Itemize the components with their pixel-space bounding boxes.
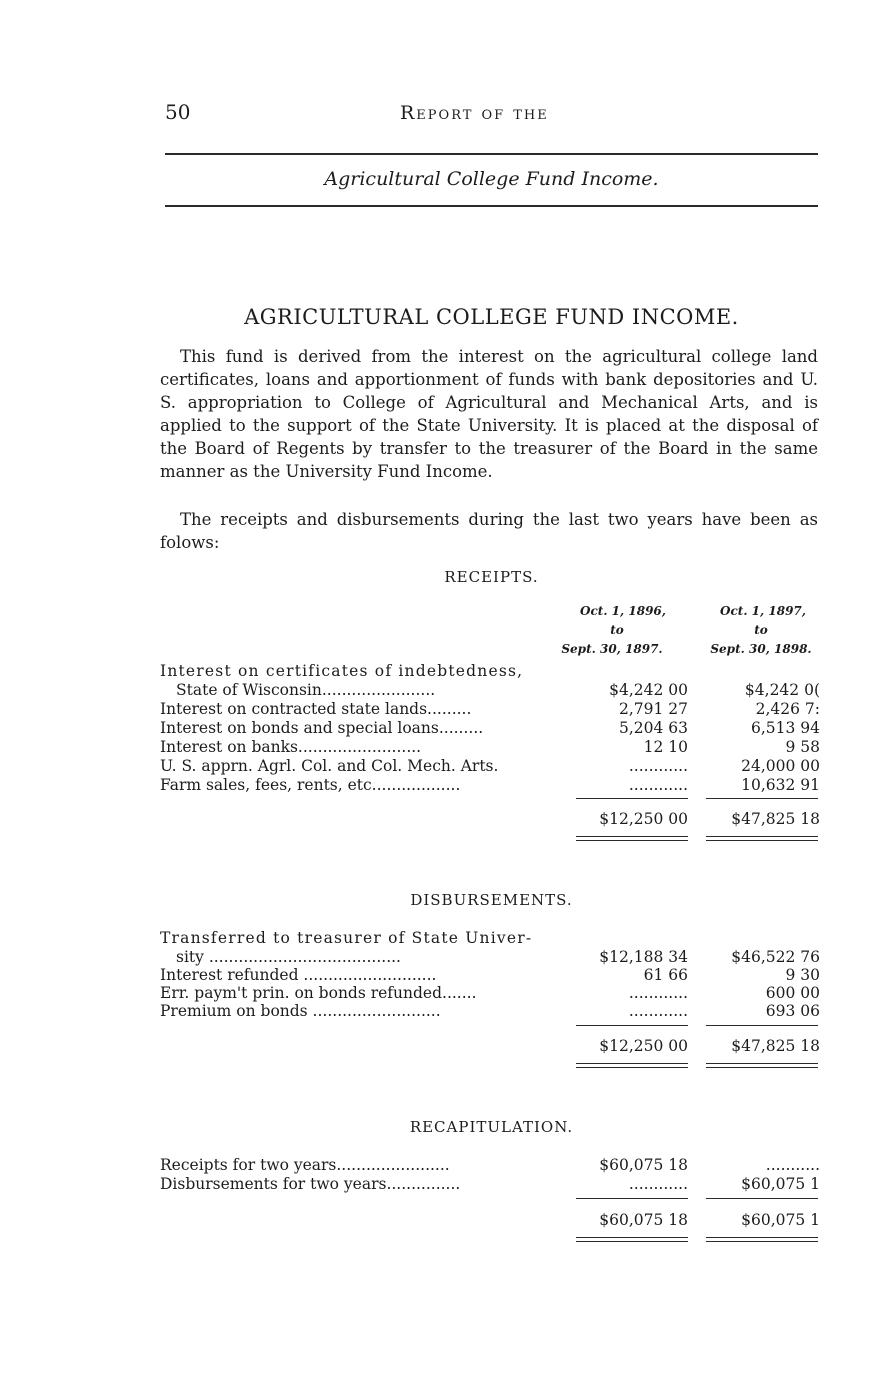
receipts-heading: RECEIPTS. [444, 568, 539, 586]
row-amount-1897: 10,632 91 [741, 776, 820, 794]
disbursements-double-rule [576, 1067, 688, 1068]
receipts-sum-rule-1 [576, 798, 688, 799]
row-amount-1896: ............ [628, 776, 688, 794]
receipts-total-1897: $47,825 18 [731, 810, 820, 828]
recap-sum-rule-1 [576, 1198, 688, 1199]
receipts-total-1896: $12,250 00 [599, 810, 688, 828]
disbursements-total-1896: $12,250 00 [599, 1037, 688, 1055]
row-label: Disbursements for two years............... [160, 1175, 461, 1193]
recapitulation-heading: RECAPITULATION. [409, 1118, 574, 1136]
recap-double-rule [576, 1237, 688, 1238]
row-amount-1897: 693 06 [765, 1002, 820, 1020]
row-amount-1896: $60,075 18 [599, 1156, 688, 1174]
row-label: sity ....................................... [176, 948, 401, 966]
disbursements-total-1897: $47,825 18 [731, 1037, 820, 1055]
row-label: Premium on bonds .......................... [160, 1002, 441, 1020]
row-amount-1896: ............ [628, 1175, 688, 1193]
row-label: Interest on bonds and special loans......... [160, 719, 484, 737]
row-label: Interest refunded ........................... [160, 966, 437, 984]
page-number: 50 [165, 100, 191, 124]
row-label: Err. paym't prin. on bonds refunded....... [160, 984, 477, 1002]
recapitulation-row [160, 1175, 820, 1195]
row-label: State of Wisconsin....................... [176, 681, 436, 699]
disbursements-row [160, 1002, 820, 1022]
receipts-double-rule [706, 840, 818, 841]
row-label: Transferred to treasurer of State Univer- [160, 929, 533, 947]
row-amount-1896: 12 10 [643, 738, 688, 756]
col1-head-until: Sept. 30, 1897. [561, 642, 663, 656]
row-label: Receipts for two years....................... [160, 1156, 450, 1174]
recap-total-1896: $60,075 18 [599, 1211, 688, 1229]
row-amount-1897: ........... [765, 1156, 820, 1174]
row-amount-1896: 5,204 63 [618, 719, 688, 737]
recap-double-rule [706, 1237, 818, 1238]
row-amount-1896: ............ [628, 757, 688, 775]
lead-in-paragraph-text: The receipts and disbursements during the last two years have been as folows: [160, 510, 818, 552]
receipts-double-rule [706, 836, 818, 837]
running-title: Report of the [400, 102, 549, 124]
disbursements-row [160, 948, 820, 968]
disbursements-row [160, 984, 820, 1004]
receipts-row [160, 776, 820, 796]
row-amount-1896: 61 66 [643, 966, 688, 984]
header-rule-top [165, 153, 818, 155]
receipts-col1-header [552, 602, 682, 659]
intro-paragraph-text: This fund is derived from the interest on the agricultural college land certificates, loans and apportionment of funds with bank depositories and U. S. appropriation to College of Agricultural and Mechanical Arts, and is applied to the support of the State University. It is placed at the disposal of the Board of Regents by transfer to the treasurer of the Board in the same manner as the University Fund Income. [160, 347, 818, 481]
receipts-row [160, 738, 820, 758]
disbursements-row [160, 929, 820, 949]
receipts-double-rule [576, 840, 688, 841]
recapitulation-row [160, 1156, 820, 1176]
row-amount-1897: 9 58 [785, 738, 820, 756]
receipts-row [160, 757, 820, 777]
recap-sum-rule-2 [706, 1198, 818, 1199]
row-amount-1897: 2,426 7: [755, 700, 820, 718]
recapitulation-total-row [160, 1211, 820, 1231]
receipts-sum-rule-2 [706, 798, 818, 799]
receipts-row [160, 700, 820, 720]
row-amount-1897: $4,242 0( [744, 681, 820, 699]
row-amount-1896: $12,188 34 [599, 948, 688, 966]
receipts-row [160, 681, 820, 701]
section-subtitle: Agricultural College Fund Income. [324, 168, 659, 190]
row-label: Interest on certificates of indebtedness, [160, 662, 524, 680]
row-label: Interest on contracted state lands......... [160, 700, 472, 718]
row-label: Interest on banks......................... [160, 738, 422, 756]
recap-total-1897: $60,075 1 [741, 1211, 820, 1229]
col1-head-from: Oct. 1, 1896, [580, 604, 666, 618]
recap-double-rule [706, 1241, 818, 1242]
disbursements-sum-rule-2 [706, 1025, 818, 1026]
row-amount-1896: $4,242 00 [609, 681, 688, 699]
col2-head-to: to [754, 623, 768, 637]
col2-head-until: Sept. 30, 1898. [710, 642, 812, 656]
disbursements-heading: DISBURSEMENTS. [410, 891, 573, 909]
receipts-total-row [160, 810, 820, 830]
disbursements-double-rule [576, 1063, 688, 1064]
col1-head-to: to [610, 623, 624, 637]
row-label: Farm sales, fees, rents, etc.................. [160, 776, 461, 794]
header-rule-bottom [165, 205, 818, 207]
intro-paragraph [160, 345, 818, 483]
main-heading: AGRICULTURAL COLLEGE FUND INCOME. [244, 305, 739, 329]
row-label: U. S. apprn. Agrl. Col. and Col. Mech. Arts. [160, 757, 499, 775]
disbursements-double-rule [706, 1063, 818, 1064]
disbursements-sum-rule-1 [576, 1025, 688, 1026]
disbursements-double-rule [706, 1067, 818, 1068]
receipts-double-rule [576, 836, 688, 837]
receipts-col2-header [696, 602, 826, 659]
recap-double-rule [576, 1241, 688, 1242]
row-amount-1897: 600 00 [765, 984, 820, 1002]
row-amount-1896: ............ [628, 984, 688, 1002]
row-amount-1897: $60,075 1 [741, 1175, 820, 1193]
row-amount-1897: $46,522 76 [731, 948, 820, 966]
row-amount-1897: 6,513 94 [750, 719, 820, 737]
disbursements-total-row [160, 1037, 820, 1057]
lead-in-paragraph [160, 508, 818, 554]
receipts-row [160, 662, 820, 682]
row-amount-1896: 2,791 27 [618, 700, 688, 718]
row-amount-1896: ............ [628, 1002, 688, 1020]
row-amount-1897: 9 30 [785, 966, 820, 984]
receipts-row [160, 719, 820, 739]
col2-head-from: Oct. 1, 1897, [720, 604, 806, 618]
disbursements-row [160, 966, 820, 986]
row-amount-1897: 24,000 00 [741, 757, 820, 775]
